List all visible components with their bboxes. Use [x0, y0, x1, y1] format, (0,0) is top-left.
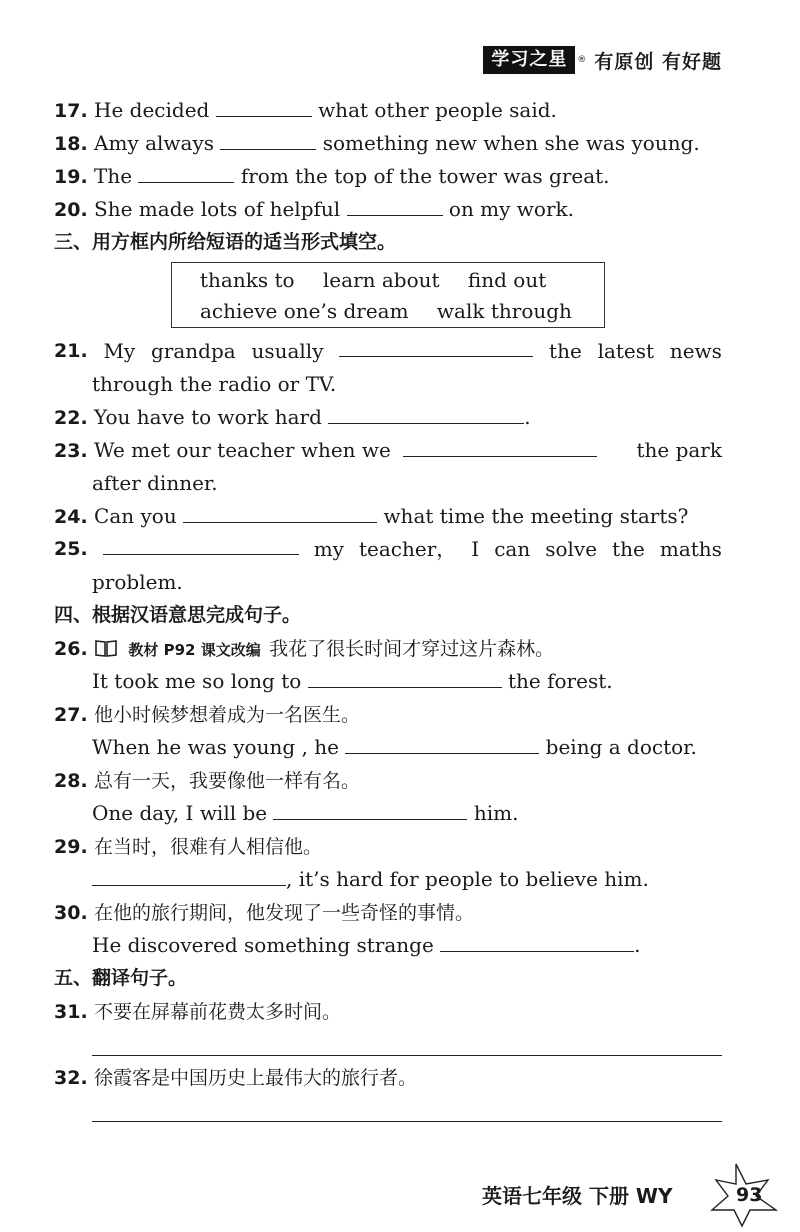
- question-word: latest: [597, 339, 655, 363]
- question-text: He discovered something strange: [92, 933, 434, 957]
- chinese-prompt: 徐霞客是中国历史上最伟大的旅行者。: [94, 1067, 418, 1089]
- question-32: [54, 1064, 417, 1091]
- question-number: 23.: [54, 440, 88, 462]
- question-word: my: [313, 537, 344, 561]
- question-text: The: [94, 164, 133, 188]
- phrase-box: [171, 262, 605, 328]
- question-number: 30.: [54, 902, 88, 924]
- question-text: She made lots of helpful: [94, 197, 341, 221]
- answer-blank[interactable]: [440, 933, 634, 952]
- question-17: [54, 97, 557, 124]
- section-4-title: 四、根据汉语意思完成句子。: [54, 604, 302, 626]
- page-number-badge: [706, 1158, 792, 1228]
- question-number: 20.: [54, 199, 88, 221]
- phrase: learn about: [322, 268, 440, 292]
- question-number: 18.: [54, 133, 88, 155]
- question-text: .: [634, 933, 641, 957]
- phrase: thanks to: [200, 268, 295, 292]
- question-26: [54, 635, 554, 664]
- phrase: find out: [467, 268, 547, 292]
- phrase: achieve one’s dream: [200, 299, 409, 323]
- answer-blank[interactable]: [103, 536, 299, 555]
- question-23-line-2: after dinner.: [92, 471, 218, 495]
- chinese-prompt: 在他的旅行期间，他发现了一些奇怪的事情。: [94, 902, 475, 924]
- section-3-title: 三、用方框内所给短语的适当形式填空。: [54, 231, 397, 253]
- question-22: [54, 404, 531, 431]
- answer-blank[interactable]: [183, 504, 377, 523]
- question-text: , it’s hard for people to believe him.: [286, 867, 649, 891]
- question-word: grandpa: [150, 339, 236, 363]
- source-note: 教材 P92 课文改编: [128, 641, 261, 659]
- question-text: One day, I will be: [92, 801, 268, 825]
- question-text: He decided: [94, 98, 210, 122]
- question-word: maths: [659, 537, 722, 561]
- question-29-line-2: [92, 866, 649, 892]
- question-number: 28.: [54, 770, 88, 792]
- question-28-line-2: [92, 800, 518, 826]
- question-text: on my work.: [448, 197, 575, 221]
- question-24: [54, 503, 688, 530]
- question-text: what time the meeting starts?: [383, 504, 689, 528]
- question-25-line-2: problem.: [92, 570, 183, 594]
- question-31: [54, 998, 341, 1025]
- question-23: [54, 437, 722, 464]
- question-text: him.: [473, 801, 519, 825]
- chinese-prompt: 不要在屏幕前花费太多时间。: [94, 1001, 342, 1023]
- answer-blank[interactable]: [138, 164, 234, 183]
- chinese-prompt: 我花了很长时间才穿过这片森林。: [269, 638, 555, 660]
- question-30: [54, 899, 474, 926]
- question-28: [54, 767, 360, 794]
- question-text: from the top of the tower was great.: [240, 164, 610, 188]
- answer-blank[interactable]: [308, 669, 502, 688]
- question-text: something new when she was young.: [322, 131, 700, 155]
- question-27-line-2: [92, 734, 697, 760]
- question-30-line-2: [92, 932, 641, 958]
- answer-blank[interactable]: [216, 98, 312, 117]
- question-text: being a doctor.: [545, 735, 697, 759]
- question-text: the forest.: [508, 669, 613, 693]
- answer-blank[interactable]: [347, 197, 443, 216]
- question-word: usually: [251, 339, 324, 363]
- book-icon: [94, 638, 118, 664]
- question-number: 22.: [54, 407, 88, 429]
- question-text: It took me so long to: [92, 669, 302, 693]
- question-text: You have to work hard: [94, 405, 322, 429]
- question-number: 29.: [54, 836, 88, 858]
- answer-blank[interactable]: [273, 801, 467, 820]
- chinese-prompt: 他小时候梦想着成为一名医生。: [94, 704, 361, 726]
- answer-blank[interactable]: [220, 131, 316, 150]
- question-text: When he was young , he: [92, 735, 339, 759]
- section-5-title: 五、翻译句子。: [54, 967, 188, 989]
- chinese-prompt: 在当时，很难有人相信他。: [94, 836, 323, 858]
- question-word: I: [471, 537, 480, 561]
- question-number: 19.: [54, 166, 88, 188]
- question-number: 21.: [54, 340, 88, 362]
- chinese-prompt: 总有一天，我要像他一样有名。: [94, 770, 361, 792]
- page-number: 93: [736, 1184, 763, 1206]
- question-text: the park: [636, 438, 722, 462]
- answer-blank[interactable]: [403, 438, 597, 457]
- phrase: walk through: [436, 299, 572, 323]
- question-29: [54, 833, 322, 860]
- question-number: 27.: [54, 704, 88, 726]
- question-text: We met our teacher when we: [94, 438, 391, 462]
- question-word: can: [494, 537, 531, 561]
- answer-blank[interactable]: [328, 405, 524, 424]
- question-21-line-2: through the radio or TV.: [92, 372, 337, 396]
- registered-mark: ®: [577, 55, 587, 65]
- question-25: [54, 536, 722, 562]
- question-18: [54, 130, 700, 157]
- answer-line[interactable]: [92, 1121, 722, 1122]
- question-number: 31.: [54, 1001, 88, 1023]
- question-text: Amy always: [94, 131, 215, 155]
- question-word: the: [549, 339, 582, 363]
- question-26-line-2: [92, 668, 613, 694]
- footer-label: 英语七年级 下册 WY: [482, 1184, 673, 1208]
- question-word: the: [612, 537, 645, 561]
- brand-slogan: 有原创 有好题: [594, 50, 722, 73]
- phrase-row-1: [200, 268, 568, 292]
- question-number: 25.: [54, 538, 88, 560]
- question-word: My: [103, 339, 136, 363]
- question-word: teacher，: [358, 537, 457, 561]
- question-number: 24.: [54, 506, 88, 528]
- question-19: [54, 163, 610, 190]
- question-number: 26.: [54, 638, 88, 660]
- question-text: Can you: [94, 504, 177, 528]
- answer-blank[interactable]: [92, 867, 286, 886]
- question-word: news: [669, 339, 722, 363]
- question-20: [54, 196, 574, 223]
- answer-blank[interactable]: [345, 735, 539, 754]
- question-text: what other people said.: [318, 98, 557, 122]
- answer-blank[interactable]: [339, 338, 533, 357]
- phrase-row-2: [200, 299, 594, 323]
- question-27: [54, 701, 360, 728]
- question-number: 32.: [54, 1067, 88, 1089]
- header: [483, 46, 722, 74]
- brand-logo: 学习之星: [483, 46, 575, 74]
- question-word: solve: [545, 537, 598, 561]
- question-21: [54, 338, 722, 364]
- question-number: 17.: [54, 100, 88, 122]
- answer-line[interactable]: [92, 1055, 722, 1056]
- question-text: .: [524, 405, 531, 429]
